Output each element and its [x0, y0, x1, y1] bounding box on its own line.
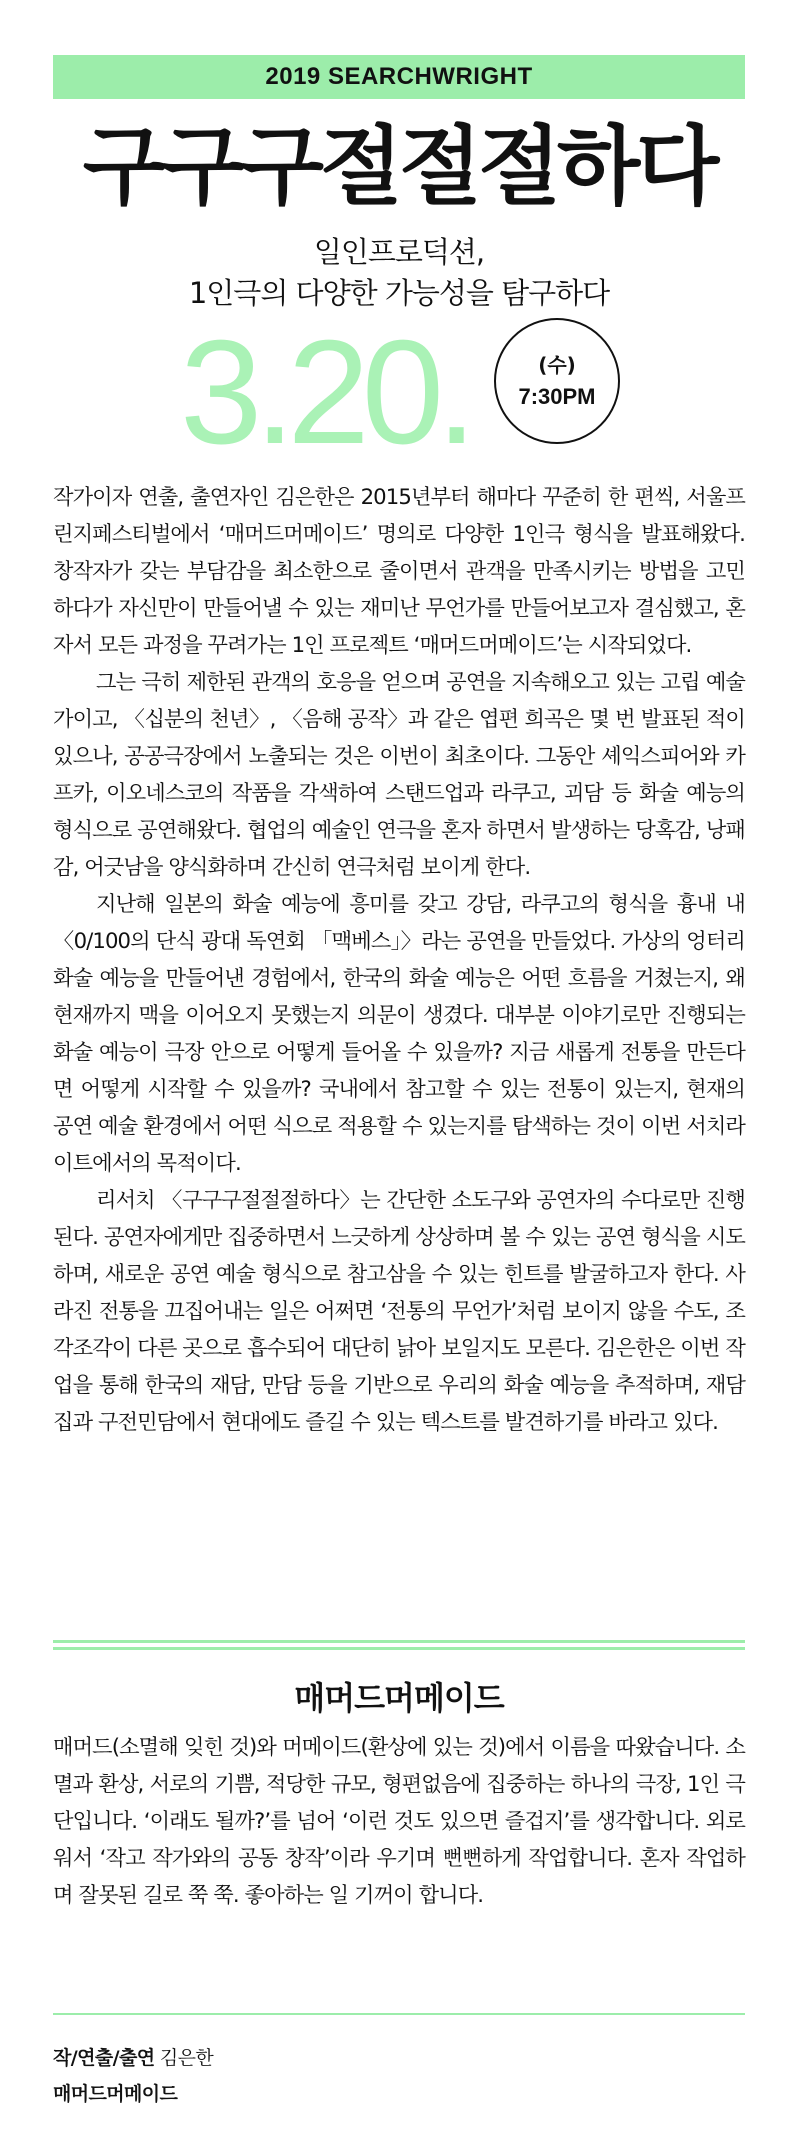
credit-company-label: 매머드머메이드 — [53, 2083, 178, 2105]
body-paragraph-4: 리서치 〈구구구절절절하다〉는 간단한 소도구와 공연자의 수다로만 진행된다. 공연자에게만 집중하면서 느긋하게 상상하며 볼 수 있는 공연 형식을 시도하며, 새로운 공연 예술 형식으로 참고삼을 수 있는 힌트를 발굴하고자 한다. 사라진 전통을 끄집어내는 일은 어쩌면 ‘전통의 무언가’처럼 보이지 않을 수도, 조각조각이 다른 곳으로 흡수되어 대단히 낡아 보일지도 모른다. 김은한은 이번 작업을 통해 한국의 재담, 만담 등을 기반으로 우리의 화술 예능을 추적하며, 재담집과 구전민담에서 현대에도 즐길 수 있는 텍스트를 발견하기를 바라고 있다. — [53, 1187, 745, 1434]
description-body — [53, 478, 745, 1440]
page-title: 구구구절절절하다 — [82, 117, 716, 217]
section-divider-double — [53, 1640, 745, 1650]
body-paragraph-2: 그는 극히 제한된 관객의 호응을 얻으며 공연을 지속해오고 있는 고립 예술가이고, 〈십분의 천년〉, 〈음해 공작〉과 같은 엽편 희곡은 몇 번 발표된 적이 있으나, 공공극장에서 노출되는 것은 이번이 최초이다. 그동안 셰익스피어와 카프카, 이오네스코의 작품을 각색하여 스탠드업과 라쿠고, 괴담 등 화술 예능의 형식으로 공연해왔다. 협업의 예술인 연극을 혼자 하면서 발생하는 당혹감, 낭패감, 어긋남을 양식화하며 간신히 연극처럼 보이게 한다. — [53, 669, 745, 879]
subtitle-line-2: 1인극의 다양한 가능성을 탐구하다 — [188, 276, 610, 310]
body-paragraph-1: 작가이자 연출, 출연자인 김은한은 2015년부터 해마다 꾸준히 한 편씩, 서울프린지페스티벌에서 ‘매머드머메이드’ 명의로 다양한 1인극 형식을 발표해왔다. 창작자가 갖는 부담감을 최소한으로 줄이면서 관객을 만족시키는 방법을 고민하다가 자신만이 만들어낼 수 있는 재미난 무언가를 만들어보고자 결심했고, 혼자서 모든 과정을 꾸려가는 1인 프로젝트 ‘매머드머메이드’는 시작되었다. — [53, 484, 745, 657]
credit-row-creator — [53, 2040, 745, 2076]
time-badge — [494, 318, 620, 444]
company-description: 매머드(소멸해 잊힌 것)와 머메이드(환상에 있는 것)에서 이름을 따왔습니다. 소멸과 환상, 서로의 기쁨, 적당한 규모, 형편없음에 집중하는 하나의 극장, 1인 극단입니다. ‘이래도 될까?’를 넘어 ‘이런 것도 있으면 즐겁지’를 생각합니다. 외로워서 ‘작고 작가와의 공동 창작’이라 우기며 뻔뻔하게 작업합니다. 혼자 작업하며 잘못된 길로 쭉 쭉. 좋아하는 일 기꺼이 합니다. — [53, 1734, 745, 1907]
event-banner: 2019 SEARCHWRIGHT — [53, 55, 745, 99]
performance-date: 3.20. — [180, 310, 470, 475]
subtitle-line-1: 일인프로덕션, — [313, 235, 485, 269]
company-title: 매머드머메이드 — [294, 1679, 504, 1717]
section-divider-single — [53, 2013, 745, 2015]
credit-role-name: 김은한 — [159, 2047, 214, 2069]
time-label: 7:30PM — [518, 384, 596, 409]
body-paragraph-3: 지난해 일본의 화술 예능에 흥미를 갖고 강담, 라쿠고의 형식을 흉내 내 〈0/100의 단식 광대 독연회 「맥베스」〉라는 공연을 만들었다. 가상의 엉터리 화술 예능을 만들어낸 경험에서, 한국의 화술 예능은 어떤 흐름을 거쳤는지, 왜 현재까지 맥을 이어오지 못했는지 의문이 생겼다. 대부분 이야기로만 진행되는 화술 예능이 극장 안으로 어떻게 들어올 수 있을까? 지금 새롭게 전통을 만든다면 어떻게 시작할 수 있을까? 국내에서 참고할 수 있는 전통이 있는지, 현재의 공연 예술 환경에서 어떤 식으로 적용할 수 있는지를 탐색하는 것이 이번 서치라이트에서의 목적이다. — [53, 891, 745, 1175]
subtitle — [0, 232, 798, 314]
weekday-label: (수) — [538, 353, 576, 377]
credits — [53, 2040, 745, 2112]
credit-role-label: 작/연출/출연 — [53, 2047, 155, 2069]
